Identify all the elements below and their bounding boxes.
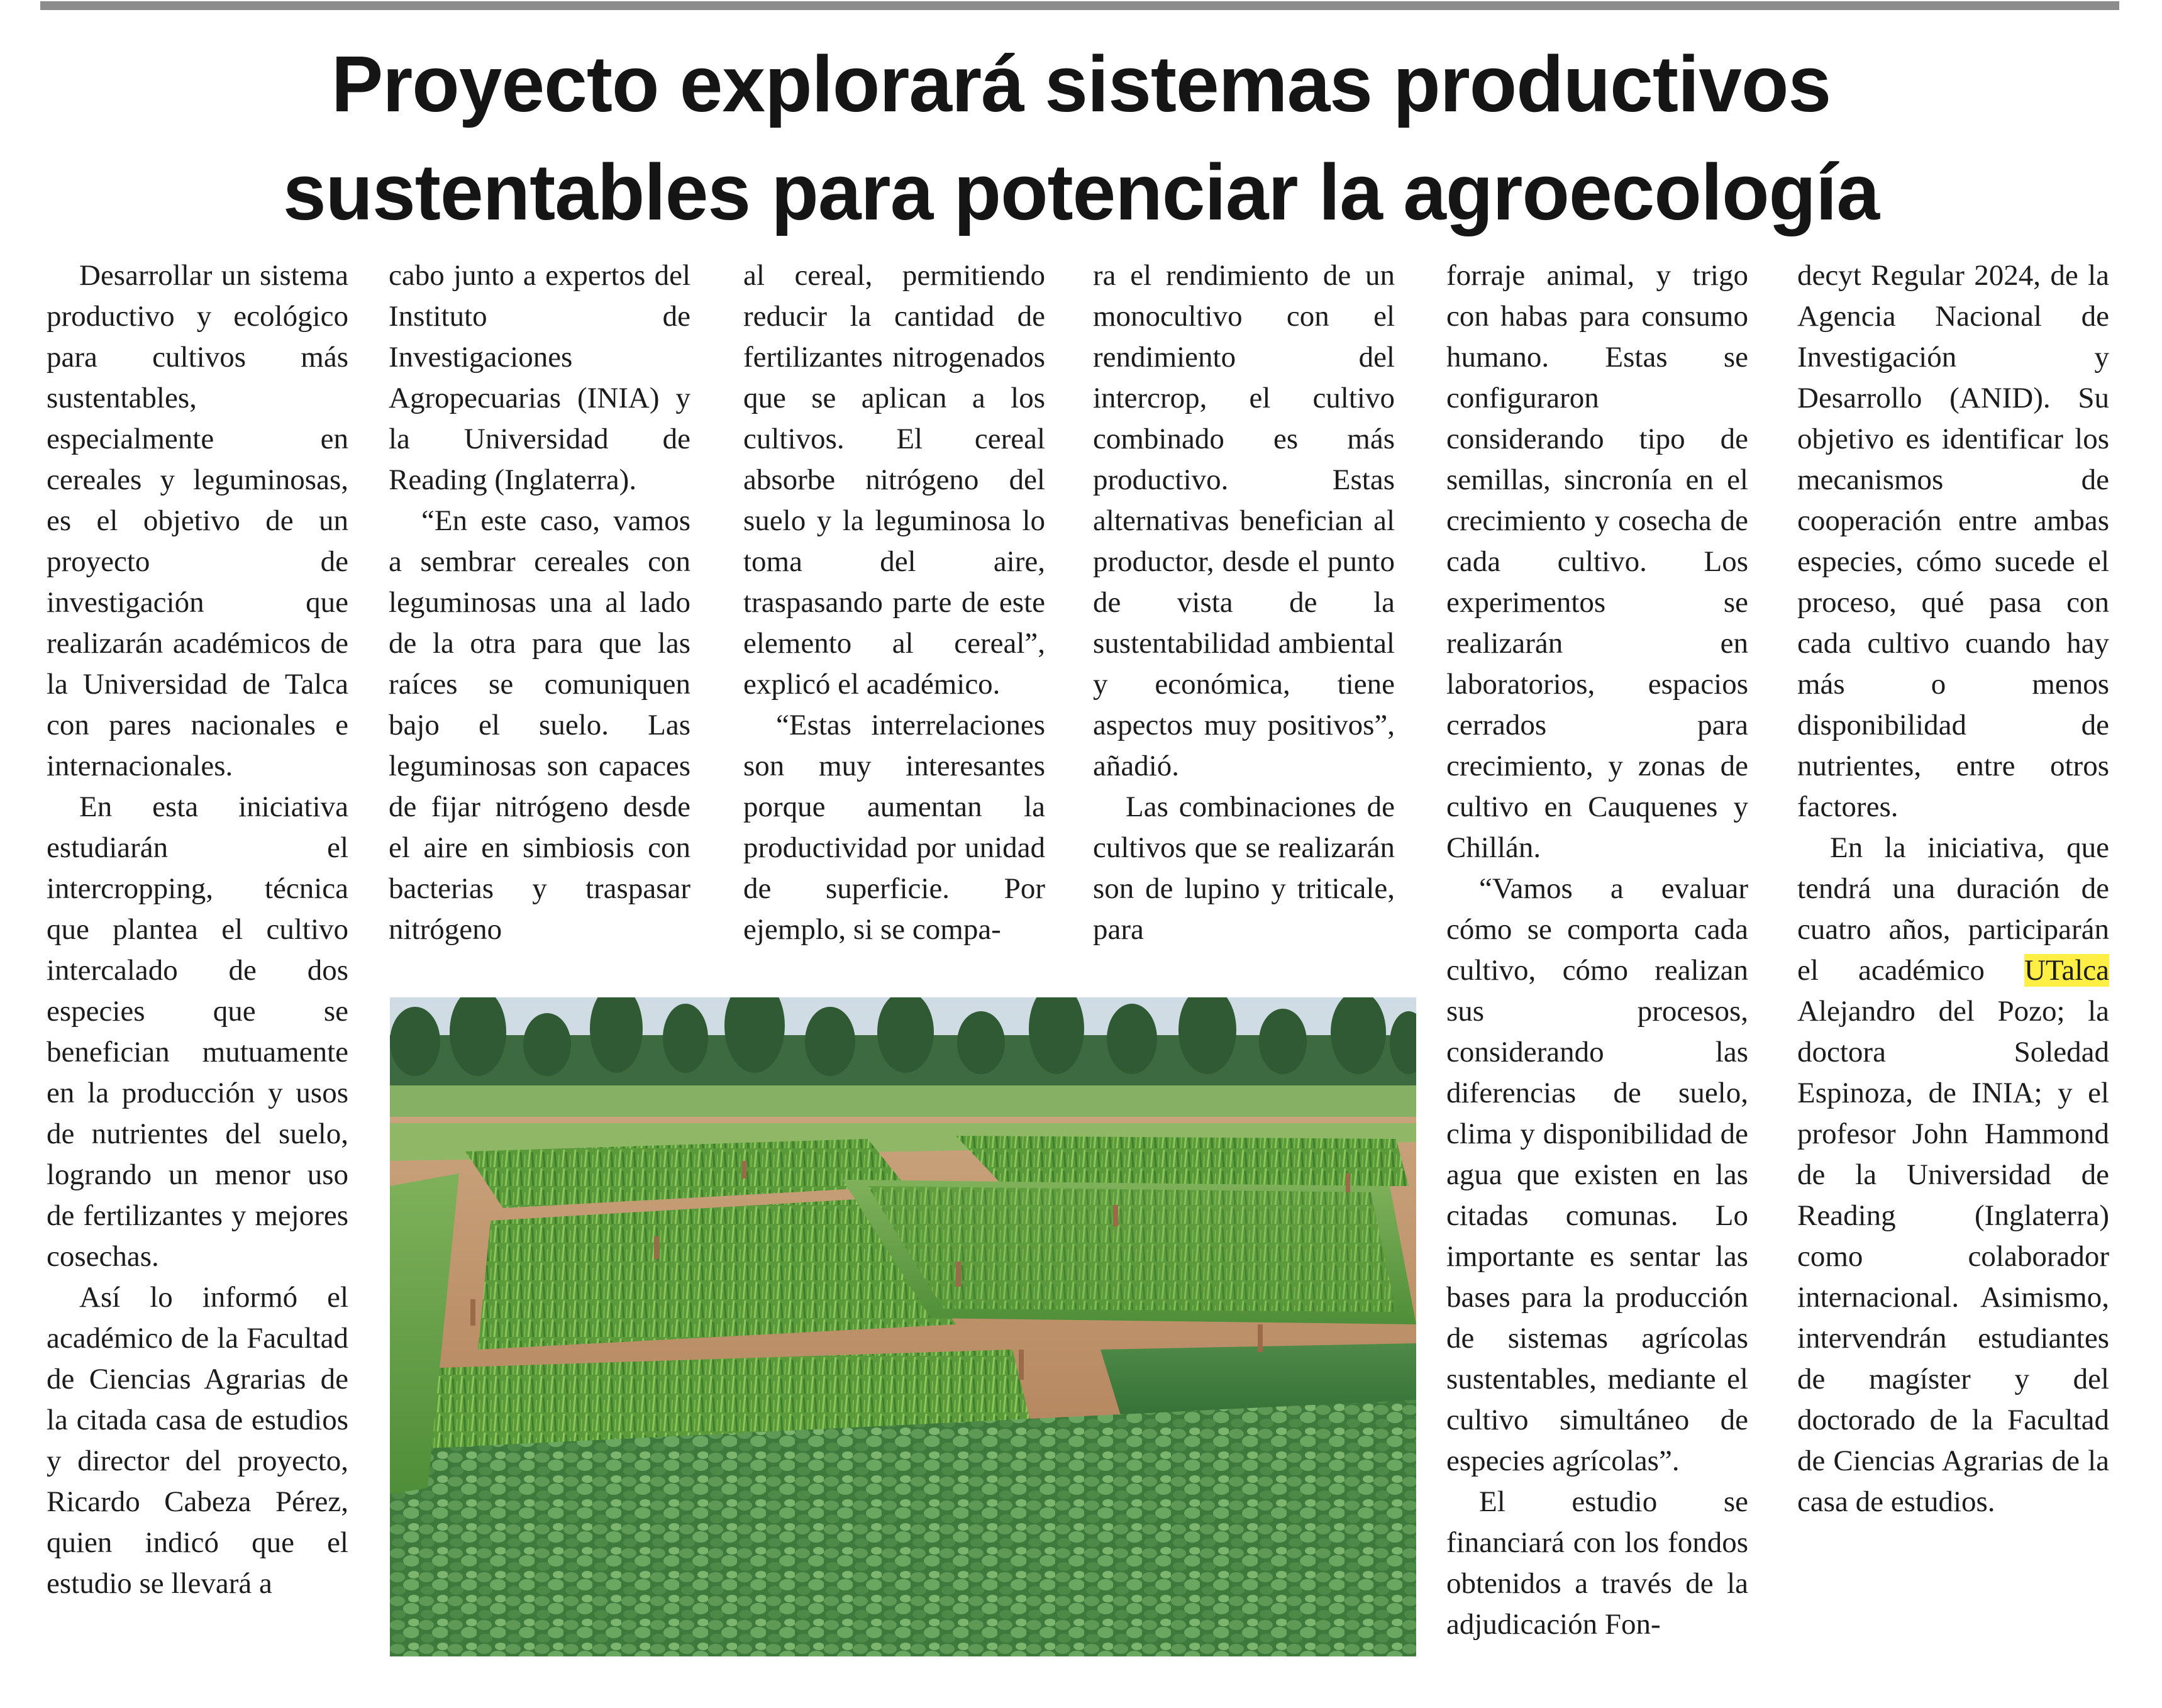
paragraph: En esta iniciativa estudiarán el intercropping, técnica que plantea el cultivo intercalado de dos especies que se benefician mutuamente en la producción y usos de nutrientes del suelo, logrando un menor uso de fertilizantes y mejores cosechas. [47,790,348,1273]
paragraph: al cereal, permitiendo reducir la cantidad de fertilizantes nitrogenados que se aplican a los cultivos. El cereal absorbe nitrógeno del suelo y la leguminosa lo toma del aire, traspasando parte de este elemento al cereal”, explicó el académico. [743,259,1045,701]
headline-line-1: Proyecto explorará sistemas productivos [331,40,1831,128]
highlighted-term: UTalca [2024,954,2109,987]
paragraph: forraje animal, y trigo con habas para consumo humano. Estas se configuraron considerando tipo de semillas, sincronía en el crecimiento y cosecha de cada cultivo. Los experimentos se realizarán en laboratorios, espacios cerrados para crecimiento, y zonas de cultivo en Cauquenes y Chillán. [1446,259,1748,864]
paragraph: “Vamos a evaluar cómo se comporta cada cultivo, cómo realizan sus procesos, considerando las diferencias de suelo, clima y disponibilidad de agua que existen en las citadas comunas. Lo importante es sentar las bases para la producción de sistemas agrícolas sustentables, mediante el cultivo simultáneo de especies agrícolas”. [1446,872,1748,1477]
paragraph: “Estas interrelaciones son muy interesantes porque aumentan la productividad por unidad de superficie. Por ejemplo, si se compa- [743,709,1045,946]
text-column-2 [389,255,690,950]
paragraph: El estudio se financiará con los fondos obtenidos a través de la adjudicación Fon- [1446,1485,1748,1641]
headline-line-2: sustentables para potenciar la agroecología [282,148,1880,236]
text-column-4 [1093,255,1395,950]
paragraph: decyt Regular 2024, de la Agencia Nacional de Investigación y Desarrollo (ANID). Su objetivo es identificar los mecanismos de cooperación entre ambas especies, cómo sucede el proceso, qué pasa con cada cultivo cuando hay más o menos disponibilidad de nutrientes, entre otros factores. [1797,259,2109,823]
text-column-3 [743,255,1045,950]
text-column-1 [47,255,348,1604]
paragraph: Las combinaciones de cultivos que se realizarán son de lupino y triticale, para [1093,790,1395,946]
paragraph-text: En la iniciativa, que tendrá una duración de cuatro años, participarán el académico [1797,831,2109,987]
paragraph: ra el rendimiento de un monocultivo con el rendimiento del intercrop, el cultivo combinado es más productivo. Estas alternativas benefician al productor, desde el punto de vista de la sustentabilidad ambiental y económica, tiene aspectos muy positivos”, añadió. [1093,259,1395,782]
paragraph-text: Alejandro del Pozo; la doctora Soledad Espinoza, de INIA; y el profesor John Hammond de la Universidad de Reading (Inglaterra) como colaborador internacional. Asimismo, intervendrán estudiantes de magíster y del doctorado de la Facultad de Ciencias Agrarias de la casa de estudios. [1797,995,2109,1518]
paragraph: cabo junto a expertos del Instituto de Investigaciones Agropecuarias (INIA) y la Universidad de Reading (Inglaterra). [389,259,690,496]
paragraph: Desarrollar un sistema productivo y ecológico para cultivos más sustentables, especialmente en cereales y leguminosas, es el objetivo de un proyecto de investigación que realizarán académicos de la Universidad de Talca con pares nacionales e internacionales. [47,259,348,782]
paragraph [1797,828,2109,1522]
crop-field-photo [390,997,1416,1656]
text-column-6 [1797,255,2109,1522]
top-rule [40,1,2119,10]
text-column-5 [1446,255,1748,1645]
article-headline [21,30,2140,247]
paragraph: “En este caso, vamos a sembrar cereales con leguminosas una al lado de la otra para que las raíces se comuniquen bajo el suelo. Las leguminosas son capaces de fijar nitrógeno desde el aire en simbiosis con bacterias y traspasar nitrógeno [389,504,690,946]
paragraph: Así lo informó el académico de la Facultad de Ciencias Agrarias de la citada casa de estudios y director del proyecto, Ricardo Cabeza Pérez, quien indicó que el estudio se llevará a [47,1281,348,1600]
